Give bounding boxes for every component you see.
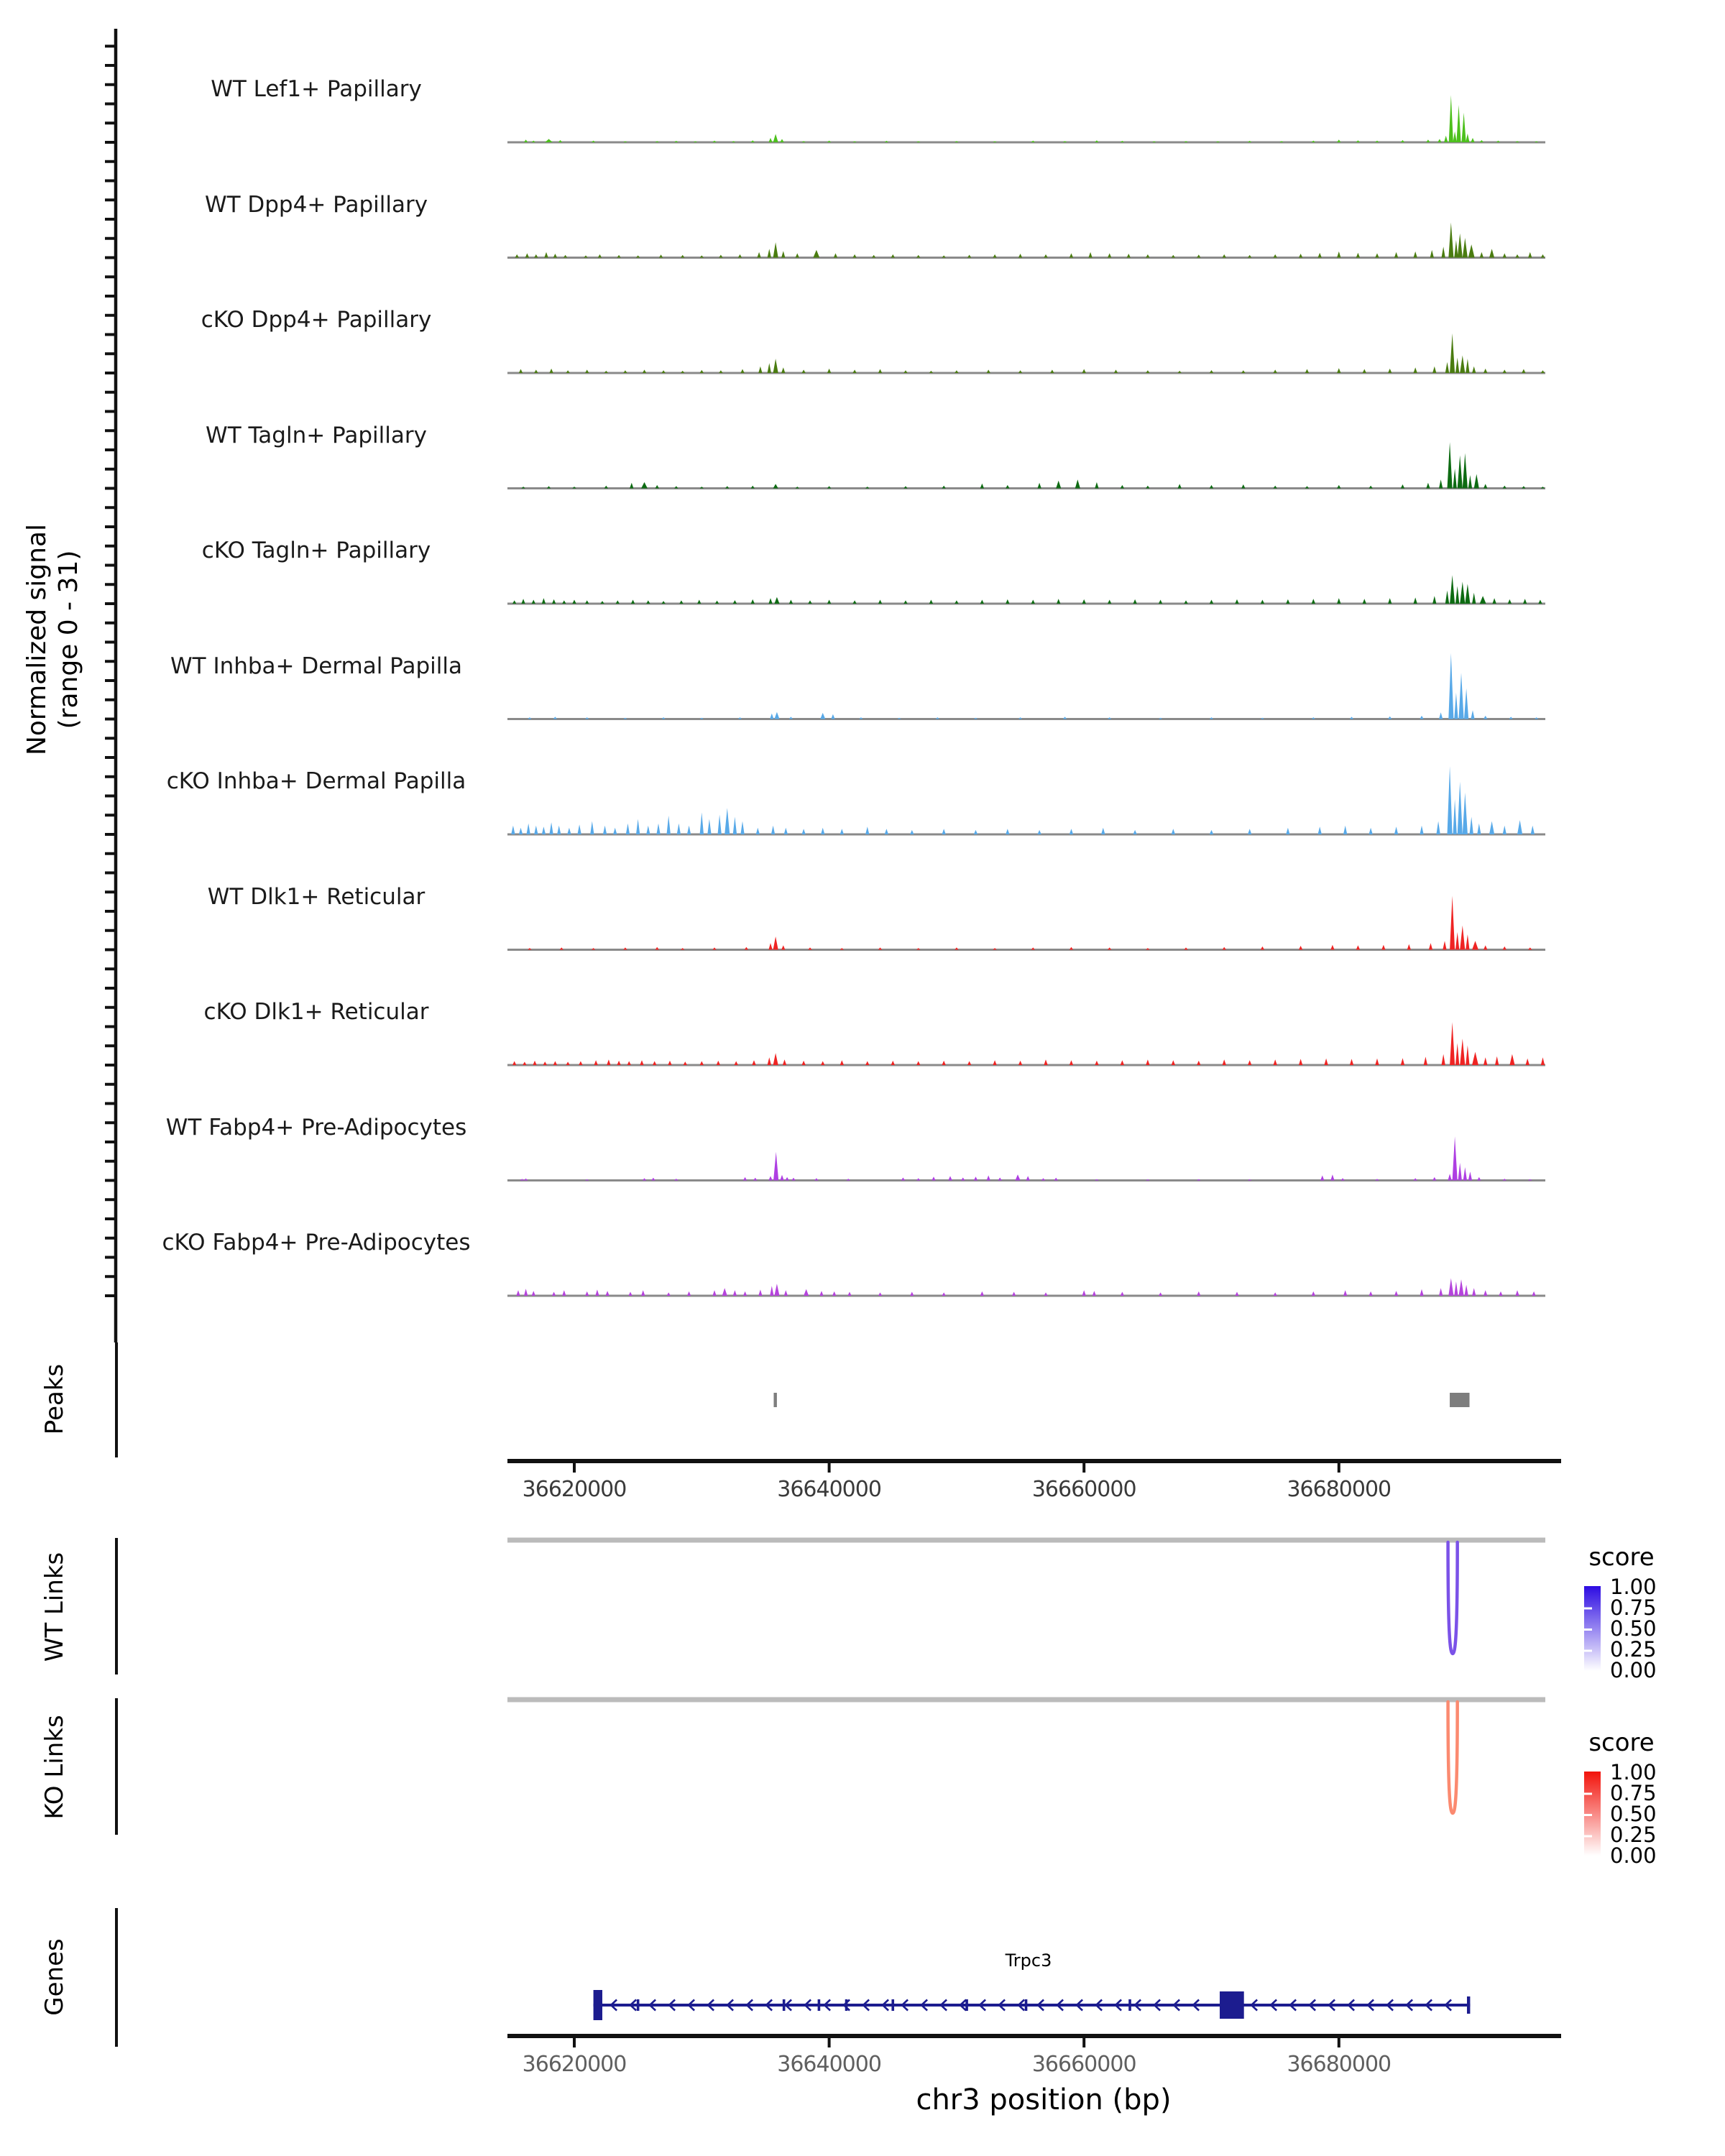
gene-exon-tick [818,1999,821,2011]
coverage-signal [515,223,1545,258]
track-label: WT Fabp4+ Pre-Adipocytes [165,1114,467,1141]
section-label-peaks: Peaks [40,1363,69,1435]
wt-legend-bar-tick [1584,1608,1592,1610]
section-label-ko-links: KO Links [40,1715,69,1820]
coverage-signal [511,766,1535,834]
coverage-tracks [507,95,1545,1296]
ko-legend-bar-tick [1584,1814,1592,1816]
coverage-signal [512,1022,1545,1065]
gene-name-label: Trpc3 [1005,1950,1052,1971]
legend-tick-label: 0.00 [1610,1658,1657,1682]
coverage-signal [528,896,1532,950]
wt-legend-bar-tick [1584,1650,1592,1652]
track-label: cKO Dlk1+ Reticular [203,999,429,1025]
legend-tick-label: 0.50 [1610,1616,1657,1641]
x-axis-top [507,1461,1561,1473]
coverage-signal [516,1279,1535,1296]
track-label: cKO Dpp4+ Papillary [201,307,432,333]
wt-legend-title: score [1588,1543,1655,1572]
section-label-genes: Genes [40,1938,69,2016]
track-label: WT Inhba+ Dermal Papilla [170,653,462,679]
gene-track [594,1990,1471,2020]
y-axis-label-line1: Normalized signal [22,523,52,756]
gene-exon-tick [1128,1999,1131,2011]
gene-exon-block [1467,1996,1470,2014]
peak-region [773,1393,776,1407]
gene-exon-tick [1025,1999,1028,2011]
x-axis-tick-label: 36660000 [1031,1477,1136,1502]
coverage-signal [524,95,1538,142]
track-label: WT Tagln+ Papillary [206,422,427,448]
ko-legend-bar-tick [1584,1793,1592,1795]
x-axis-bottom [507,2036,1561,2047]
track-label: cKO Tagln+ Papillary [201,538,431,563]
peak-region [1450,1393,1469,1407]
section-label-wt-links: WT Links [40,1552,69,1662]
peaks-track [773,1393,1469,1407]
legend-tick-label: 0.75 [1610,1595,1657,1620]
legend-tick-label: 0.00 [1610,1843,1657,1868]
coverage-signal [519,333,1545,373]
x-axis-tick-label: 36620000 [522,2052,627,2077]
wt-legend-bar-tick [1584,1628,1592,1631]
gene-exon-block [594,1990,602,2020]
x-axis-tick-label: 36640000 [777,2052,881,2077]
links-tracks [507,1540,1545,1813]
coverage-signal [528,653,1538,719]
score-legends [1584,1586,1601,1856]
ko-legend-bar-tick [1584,1835,1592,1838]
link-loop [1448,1542,1458,1654]
track-label: WT Dpp4+ Papillary [204,191,428,218]
legend-tick-label: 0.75 [1610,1781,1657,1805]
legend-tick-label: 0.50 [1610,1802,1657,1826]
legend-tick-label: 1.00 [1610,1575,1657,1599]
x-axis-tick-label: 36640000 [777,1477,881,1502]
y-axis-label-line2: (range 0 - 31) [54,550,83,729]
gene-exon-block [1220,1991,1244,2019]
x-axis-tick-label: 36620000 [522,1477,627,1502]
legend-tick-label: 1.00 [1610,1760,1657,1784]
legend-tick-label: 0.25 [1610,1637,1657,1662]
gene-exon-tick [637,1999,640,2011]
coverage-signal [512,575,1542,604]
ko-score-gradient-bar [1584,1772,1601,1856]
track-label: WT Dlk1+ Reticular [207,883,426,910]
track-label: cKO Fabp4+ Pre-Adipocytes [162,1230,471,1256]
coverage-signal [521,442,1545,488]
track-label: cKO Inhba+ Dermal Papilla [166,768,466,794]
signal-y-axis [105,29,116,1342]
coverage-signal [520,1136,1532,1180]
legend-tick-label: 0.25 [1610,1823,1657,1847]
x-axis-tick-label: 36660000 [1031,2052,1136,2077]
track-label: WT Lef1+ Papillary [211,76,422,102]
link-loop [1448,1702,1458,1813]
ko-legend-title: score [1588,1728,1655,1757]
gene-exon-tick [891,1999,894,2011]
x-axis-tick-label: 36680000 [1287,1477,1392,1502]
x-axis-title: chr3 position (bp) [916,2083,1172,2116]
x-axis-tick-label: 36680000 [1287,2052,1392,2077]
